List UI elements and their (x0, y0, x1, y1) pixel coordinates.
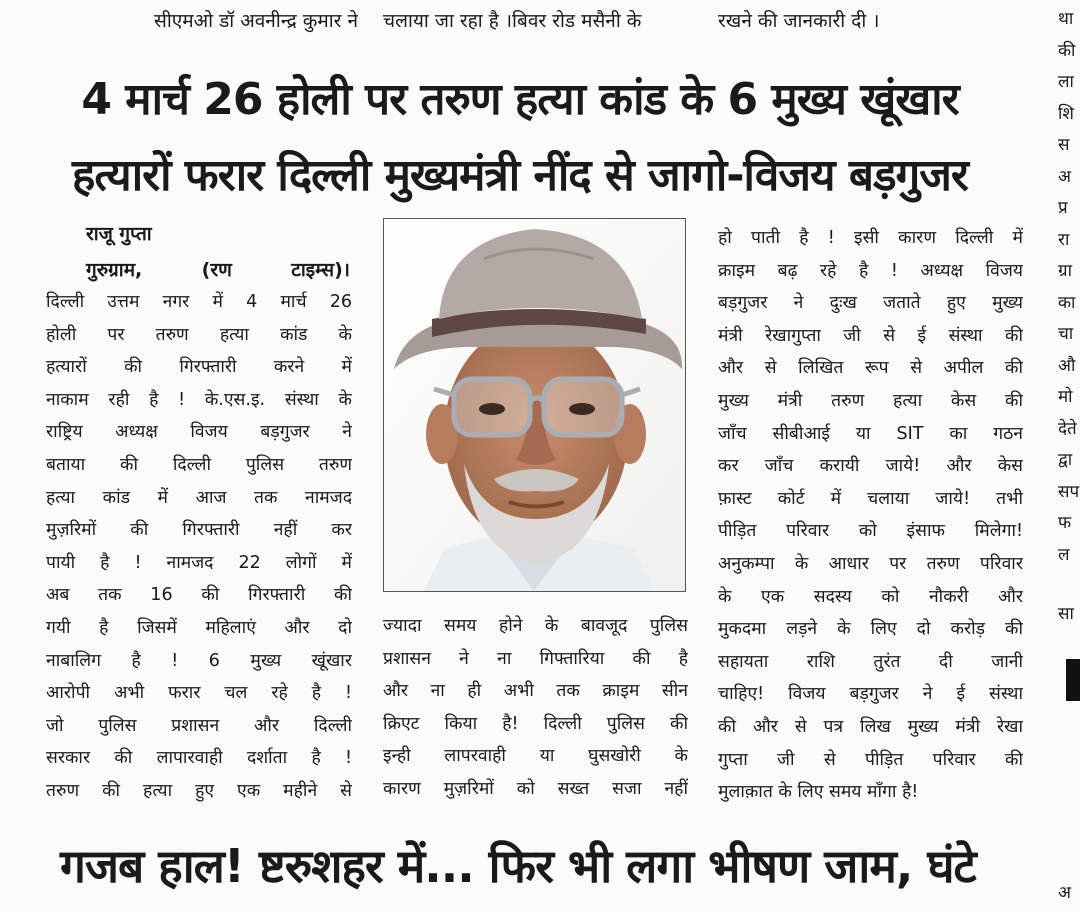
strip-fragment: प्र (1058, 198, 1068, 218)
text-line: फ़ास्ट कोर्ट में चलाया जाये! तभी (718, 488, 1023, 509)
strip-fragment: का (1058, 292, 1076, 313)
text-line: क्राइम बढ़ रहे है ! अध्यक्ष विजय (718, 260, 1023, 281)
strip-fragment: शि (1058, 103, 1074, 124)
text-line: मुख्य मंत्री तरुण हत्या केस की (718, 390, 1023, 411)
text-line: राष्ट्रिय अध्यक्ष विजय बड़गुजर ने (46, 422, 352, 443)
headline-line-1: 4 मार्च 26 होली पर तरुण हत्या कांड के 6 मुख्य खूंखार (81, 74, 959, 125)
text-line: गुप्ता जी से पीड़ित परिवार की (718, 749, 1023, 770)
prev-article-line: रखने की जानकारी दी । (718, 10, 880, 32)
article-column-1 (46, 286, 352, 808)
portrait-photo (383, 218, 686, 592)
text-line: कारण मुज़रिमों को सख्त सजा नहीं (383, 778, 688, 799)
strip-fragment: ग्रा (1058, 261, 1072, 281)
adjacent-article-strip (1058, 0, 1080, 912)
text-line: होली पर तरुण हत्या कांड के (46, 324, 352, 345)
text-line: पीड़ित परिवार को इंसाफ मिलेगा! (718, 521, 1023, 542)
strip-fragment: स (1058, 135, 1070, 155)
strip-headline-fragment (1066, 659, 1080, 701)
text-line: मुलाक़ात के लिए समय माँगा है! (718, 782, 919, 803)
text-line: चाहिए! विजय बड़गुजर ने ई संस्था (718, 684, 1023, 705)
headline-line-2: हत्यारों फरार दिल्ली मुख्यमंत्री नींद से जागो-विजय बड़गुजर (72, 150, 968, 201)
text-line: आरोपी अभी फरार चल रहे है ! (46, 683, 352, 704)
text-line: हत्या कांड में आज तक नामजद (46, 487, 352, 508)
text-line: बड़गुजर ने दुःख जताते हुए मुख्य (718, 293, 1023, 314)
strip-fragment: मो (1058, 387, 1073, 407)
strip-fragment: था (1058, 9, 1074, 29)
text-line: सहायता राशि तुरंत दी जानी (718, 651, 1023, 672)
author-name: राजू गुप्ता (86, 223, 152, 245)
dateline: गुरुग्राम, (रण टाइम्स)। (86, 259, 350, 281)
text-line: की और से पत्र लिख मुख्य मंत्री रेखा (718, 716, 1023, 737)
strip-fragment: द्वा (1058, 450, 1073, 470)
article-column-2 (383, 610, 688, 806)
text-line: दिल्ली उत्तम नगर में 4 मार्च 26 (46, 292, 352, 312)
text-line: और से लिखित रूप से अपील की (718, 358, 1023, 379)
text-line: अब तक 16 की गिरफ्तारी की (46, 585, 352, 606)
strip-fragment: अ (1058, 166, 1071, 187)
text-line: मुकदमा लड़ने के लिए दो करोड़ की (718, 619, 1023, 640)
text-line: सरकार की लापारवाही दर्शाता है ! (46, 748, 352, 769)
text-line: के एक सदस्य को नौकरी और (718, 586, 1023, 607)
text-line: बताया की दिल्ली पुलिस तरुण (46, 454, 352, 475)
strip-fragment: फ (1058, 513, 1072, 533)
strip-fragment: चा (1058, 324, 1074, 344)
text-line: हो पाती है ! इसी कारण दिल्ली में (718, 228, 1023, 248)
text-line: क्रिएट किया है! दिल्ली पुलिस की (383, 713, 688, 734)
prev-article-line: सीएमओ डॉ अवनीन्द्र कुमार ने (153, 10, 358, 32)
text-line: कर जाँच करायी जाये! और केस (718, 456, 1023, 477)
strip-fragment: ला (1058, 72, 1074, 92)
text-line: और ना ही अभी तक क्राइम सीन (383, 681, 688, 702)
text-line: नाबालिग है ! 6 मुख्य खूंखार (46, 650, 352, 671)
text-line: जो पुलिस प्रशासन और दिल्ली (46, 715, 352, 736)
text-line: पायी है ! नामजद 22 लोगों में (46, 552, 352, 573)
text-line: जाँच सीबीआई या SIT का गठन (718, 423, 1023, 444)
text-line: तरुण की हत्या हुए एक महीने से (46, 780, 352, 801)
text-line: अनुकम्पा के आधार पर तरुण परिवार (718, 553, 1023, 574)
strip-fragment: रा (1058, 229, 1070, 250)
strip-fragment: सा (1058, 604, 1074, 624)
portrait-illustration (384, 219, 685, 591)
text-line: प्रशासन ने ना गिफ्तारिया की है (383, 648, 688, 669)
text-line: मुज़रिमों की गिरफ्तारी नहीं कर (46, 520, 352, 541)
text-line: नाकाम रही है ! के.एस.इ. संस्था के (46, 389, 352, 410)
strip-fragment: सप (1058, 481, 1080, 502)
text-line: ज्यादा समय होने के बावजूद पुलिस (383, 616, 688, 636)
prev-article-line: चलाया जा रहा है ।बिवर रोड मसैनी के (383, 10, 642, 32)
next-article-headline: गजब हाल! ष्टरुशहर में... फिर भी लगा भीषण जाम, घंटे (60, 839, 976, 893)
text-line: मंत्री रेखागुप्ता जी से ई संस्था की (718, 325, 1023, 346)
text-line: हत्यारों की गिरफ्तारी करने में (46, 357, 352, 378)
strip-fragment: की (1058, 40, 1076, 61)
strip-fragment: देते (1058, 418, 1077, 439)
strip-fragment: ल (1058, 544, 1070, 565)
strip-fragment: औ (1058, 355, 1076, 376)
article-column-3 (718, 222, 1023, 809)
text-line: इन्ही लापरवाही या घुसखोरी के (383, 746, 688, 767)
strip-fragment: अ (1058, 883, 1071, 903)
text-line: गयी है जिसमें महिलाएं और दो (46, 617, 352, 638)
